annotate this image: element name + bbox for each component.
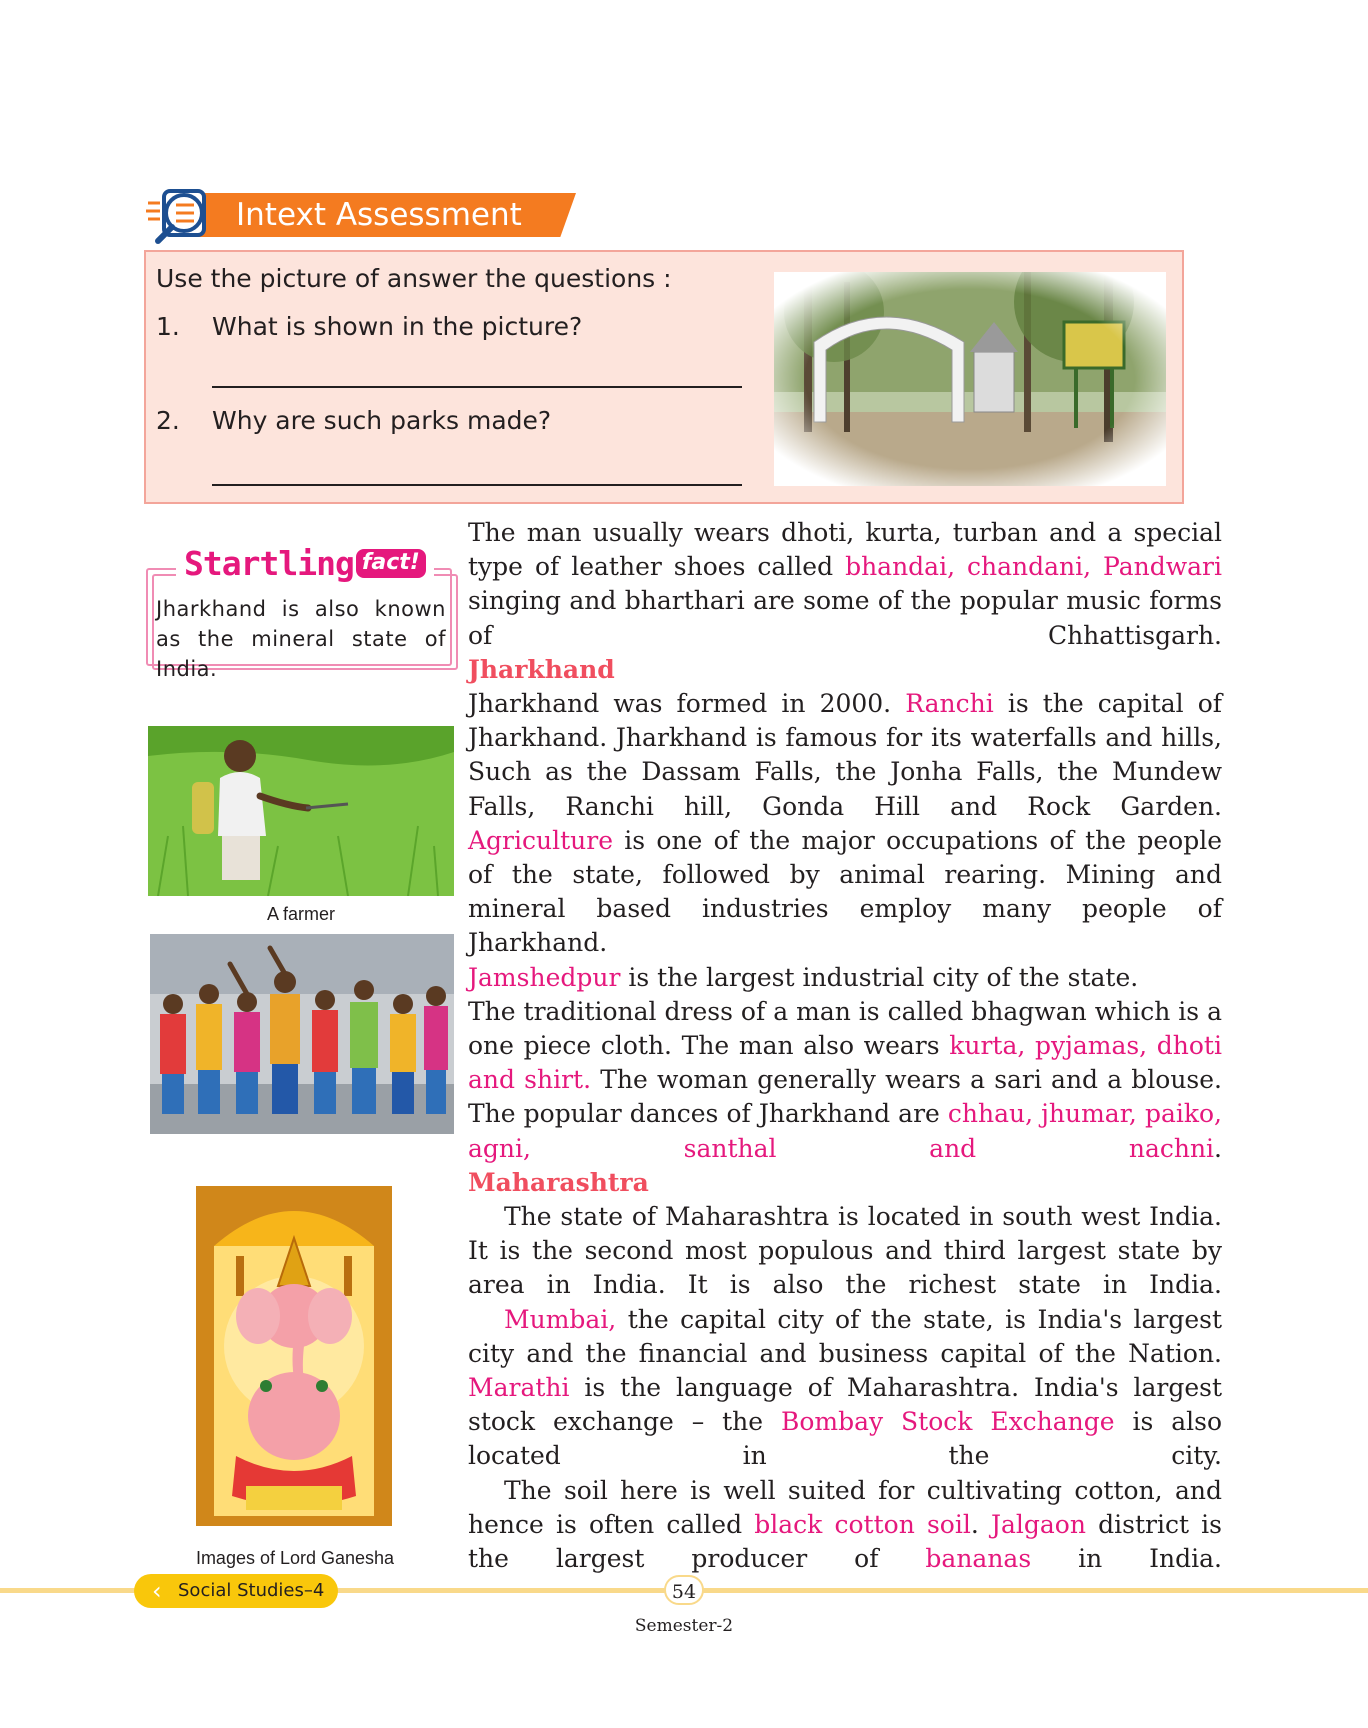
footer-book-label <box>134 1574 338 1608</box>
heading-maharashtra: Maharashtra <box>468 1167 649 1197</box>
fact-text: Jharkhand is also known as the mineral state of India. <box>156 597 446 681</box>
fact-badge: fact! <box>356 549 426 578</box>
highlight-term: kurta, pyjamas, dhoti and shirt. <box>468 1031 1222 1095</box>
text-run: . <box>970 1509 991 1539</box>
heading-jharkhand: Jharkhand <box>468 654 615 684</box>
paragraph-maharashtra-location <box>468 1200 1222 1303</box>
fact-heading-word: Startling <box>184 544 354 583</box>
text-run: Jharkhand was formed in 2000. <box>468 689 906 719</box>
question-2-number: 2. <box>156 406 180 435</box>
tribal-dance-photo <box>150 934 454 1134</box>
highlight-term: Bombay Stock Exchange <box>780 1407 1115 1437</box>
paragraph-black-cotton-soil <box>468 1474 1222 1577</box>
text-run: the capital city of the state, is India's largest city and the financial and business capital of the Nation. <box>468 1304 1222 1368</box>
question-1-text: What is shown in the picture? <box>212 312 583 341</box>
assessment-instruction: Use the picture of answer the questions : <box>156 264 672 293</box>
question-2-text: Why are such parks made? <box>212 406 552 435</box>
highlight-term: Jalgaon <box>990 1509 1086 1539</box>
magnifier-checklist-icon <box>144 185 224 245</box>
question-1-number: 1. <box>156 312 180 341</box>
paragraph-jharkhand-dress <box>468 995 1222 1166</box>
paragraph-jamshedpur <box>468 961 1222 995</box>
paragraph-chhattisgarh-dress <box>468 516 1222 653</box>
chevron-left-icon: ‹ <box>152 1577 162 1605</box>
answer-line-2 <box>212 484 742 486</box>
highlight-term: bhandai, chandani, Pandwari <box>845 552 1222 582</box>
highlight-term: Jamshedpur <box>468 962 621 992</box>
text-run: . <box>1214 1133 1222 1163</box>
text-run: The soil here is well suited for cultivating cotton, and hence is often called <box>468 1475 1222 1539</box>
ganesha-caption: Images of Lord Ganesha <box>195 1548 395 1568</box>
text-run: district is the largest producer of <box>468 1509 1222 1574</box>
book-title: Social Studies–4 <box>178 1580 325 1601</box>
text-run: The traditional dress of a man is called bhagwan which is a one piece cloth. The man also wears <box>468 996 1222 1061</box>
highlight-term: Ranchi <box>905 689 994 719</box>
text-run: The state of Maharashtra is located in south west India. It is the second most populous and third largest state by area in India. It is also the richest state in India. <box>468 1202 1222 1300</box>
text-run: in India. <box>1031 1544 1222 1574</box>
manas-park-photo <box>774 272 1166 486</box>
text-run: The man usually wears dhoti, kurta, turban and a special type of leather shoes called <box>468 518 1222 582</box>
paragraph-mumbai <box>468 1303 1222 1474</box>
assessment-box <box>144 250 1184 504</box>
farmer-caption: A farmer <box>266 904 336 924</box>
text-run: is one of the major occupations of the people of the state, followed by animal rearing. Mining and mineral based industries employ many people of Jharkhand. <box>468 825 1222 958</box>
page-number: 54 <box>664 1575 704 1605</box>
highlight-term: bananas <box>925 1544 1032 1574</box>
text-run: singing and bharthari are some of the popular music forms of Chhattisgarh. <box>468 586 1222 650</box>
text-run: is the language of Maharashtra. India's largest stock exchange – the <box>468 1373 1222 1437</box>
semester-label: Semester-2 <box>634 1616 734 1636</box>
highlight-term: Agriculture <box>468 825 613 855</box>
highlight-term: chhau, jhumar, paiko, agni, santhal and nachni <box>468 1099 1222 1163</box>
paragraph-jharkhand-intro <box>468 687 1222 824</box>
highlight-term: black cotton soil <box>754 1509 971 1539</box>
paragraph-jharkhand-agriculture <box>468 824 1222 961</box>
assessment-banner <box>144 193 576 237</box>
answer-line-1 <box>212 386 742 388</box>
lord-ganesha-image <box>196 1186 392 1526</box>
text-run: The woman generally wears a sari and a blouse. The popular dances of Jharkhand are <box>468 1065 1222 1129</box>
text-run: is also located in the city. <box>468 1407 1223 1471</box>
text-run: is the largest industrial city of the state. <box>620 962 1139 992</box>
startling-fact-box <box>146 544 458 681</box>
highlight-term: Mumbai, <box>504 1304 617 1334</box>
fact-heading <box>176 544 434 583</box>
farmer-photo <box>148 726 454 896</box>
assessment-title: Intext Assessment <box>236 197 522 233</box>
main-text-column <box>468 516 1222 1576</box>
text-run: is the capital of Jharkhand. Jharkhand is famous for its waterfalls and hills, Such as the Dassam Falls, the Jonha Falls, the Mundew Falls, Ranchi hill, Gonda Hill and Rock Garden. <box>468 689 1222 821</box>
highlight-term: Marathi <box>468 1373 570 1403</box>
